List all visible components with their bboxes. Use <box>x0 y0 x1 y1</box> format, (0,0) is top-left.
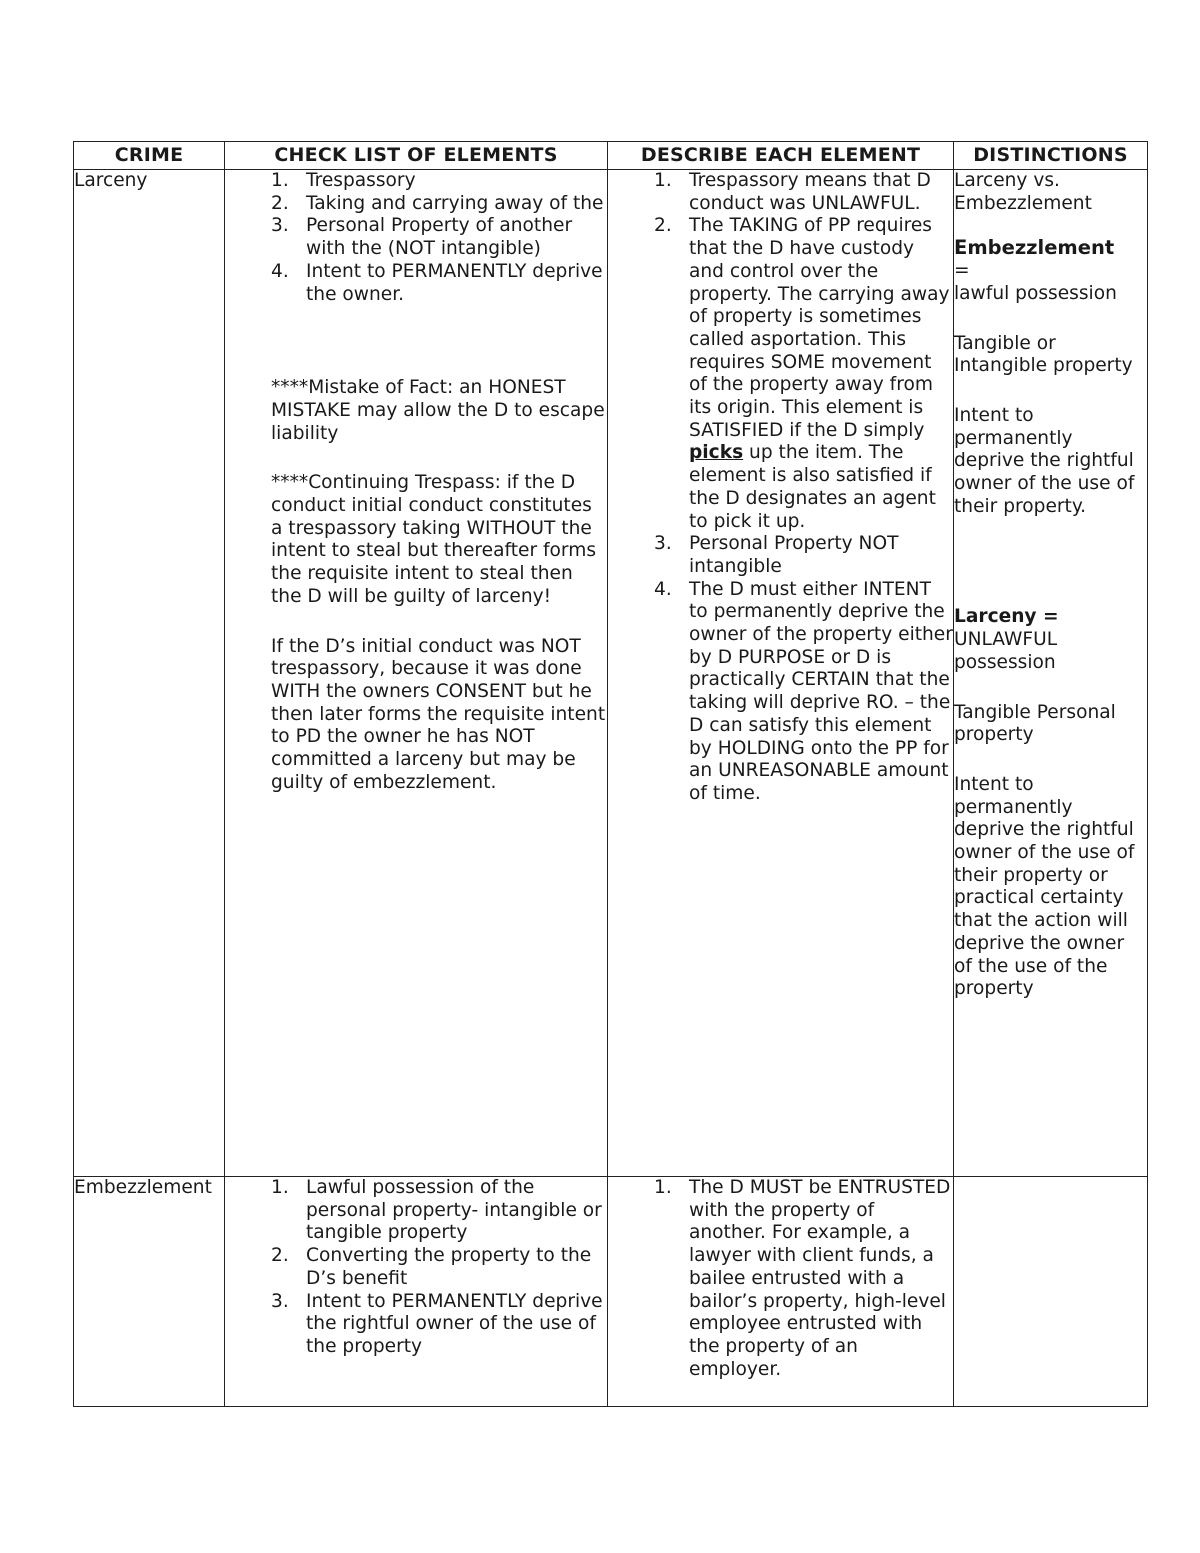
list-item: 3. Personal Property NOT intangible <box>654 533 899 577</box>
describe-list <box>608 1177 953 1381</box>
header-row <box>74 142 1148 170</box>
header-crime: CRIME <box>74 142 225 170</box>
crime-cell: Embezzlement <box>74 1177 225 1407</box>
list-item: 2. Taking and carrying away of the <box>271 192 604 214</box>
list-item: 1. The D MUST be ENTRUSTED with the property of another. For example, a lawyer with client funds, a bailee entrusted with a bailor’s property, high-level employee entrusted with the property of an employer. <box>654 1177 951 1380</box>
header-describe: DESCRIBE EACH ELEMENT <box>608 142 954 170</box>
larceny-intent: Intent to permanently deprive the rightful owner of the use of their property or practical certainty that the action will deprive the owner of the use of the property <box>954 773 1135 1000</box>
embezzlement-property: Tangible or Intangible property <box>954 332 1133 377</box>
header-checklist: CHECK LIST OF ELEMENTS <box>225 142 608 170</box>
larceny-possession: UNLAWFUL possession <box>954 629 1058 673</box>
checklist-cell <box>225 1177 608 1407</box>
table-row-embezzlement <box>74 1177 1148 1407</box>
embezzlement-intent: Intent to permanently deprive the rightful owner of the use of their property. <box>954 404 1135 517</box>
distinctions-cell <box>954 170 1148 1177</box>
checklist-list <box>225 170 607 306</box>
distinctions-cell <box>954 1177 1148 1407</box>
describe-list <box>608 170 953 806</box>
note-continuing-trespass: ****Continuing Trespass: if the D conduct initial conduct constitutes a trespassory taking WITHOUT the intent to steal but thereafter forms the requisite intent to steal then the D will be guilty of larceny! <box>271 472 597 607</box>
crime-cell: Larceny <box>74 170 225 1177</box>
list-item: 2. Converting the property to the D’s benefit <box>271 1245 592 1289</box>
list-item: 1. Trespassory means that D conduct was UNLAWFUL. <box>654 170 931 214</box>
describe-cell <box>608 1177 954 1407</box>
distinction-heading: Larceny vs. Embezzlement <box>954 170 1092 214</box>
list-item: 3. Intent to PERMANENTLY deprive the rightful owner of the use of the property <box>271 1290 603 1357</box>
header-distinctions: DISTINCTIONS <box>954 142 1148 170</box>
describe-cell <box>608 170 954 1177</box>
note-mistake-of-fact: ****Mistake of Fact: an HONEST MISTAKE may allow the D to escape liability <box>271 377 605 444</box>
elements-table <box>73 141 1148 1407</box>
larceny-label: Larceny = <box>954 606 1059 628</box>
embezzlement-possession: lawful possession <box>954 282 1117 304</box>
emphasis-picks: picks <box>689 442 744 464</box>
table-row-larceny <box>74 170 1148 1177</box>
note-consent: If the D’s initial conduct was NOT trespassory, because it was done WITH the owners CONSENT but he then later forms the requisite intent to PD the owner he has NOT committed a larceny but may be guilty of embezzlement. <box>271 635 606 793</box>
checklist-cell <box>225 170 608 1177</box>
list-item: 1. Trespassory <box>271 170 416 191</box>
embezzlement-label: Embezzlement <box>954 236 1115 260</box>
list-item: 4. The D must either INTENT to permanently deprive the owner of the property either by D PURPOSE or D is practically CERTAIN that the taking will deprive RO. – the D can satisfy this element by HOLDING onto the PP for an UNREASONABLE amount of time. <box>654 578 953 804</box>
list-item: 3. Personal Property of another with the (NOT intangible) <box>271 215 573 260</box>
checklist-list <box>225 1177 607 1359</box>
embezzlement-equals: = <box>954 260 970 282</box>
list-item: 4. Intent to PERMANENTLY deprive the owner. <box>271 260 603 305</box>
list-item: 2. The TAKING of PP requires that the D have custody and control over the property. The carrying away of property is sometimes called asportation. This requires SOME movement of the property away from its origin. This element is SATISFIED if the D simply picks up the item. The element is also satisfied if the D designates an agent to pick it up. <box>654 215 950 532</box>
list-item: 1. Lawful possession of the personal property- intangible or tangible property <box>271 1177 602 1244</box>
larceny-property: Tangible Personal property <box>954 701 1116 746</box>
